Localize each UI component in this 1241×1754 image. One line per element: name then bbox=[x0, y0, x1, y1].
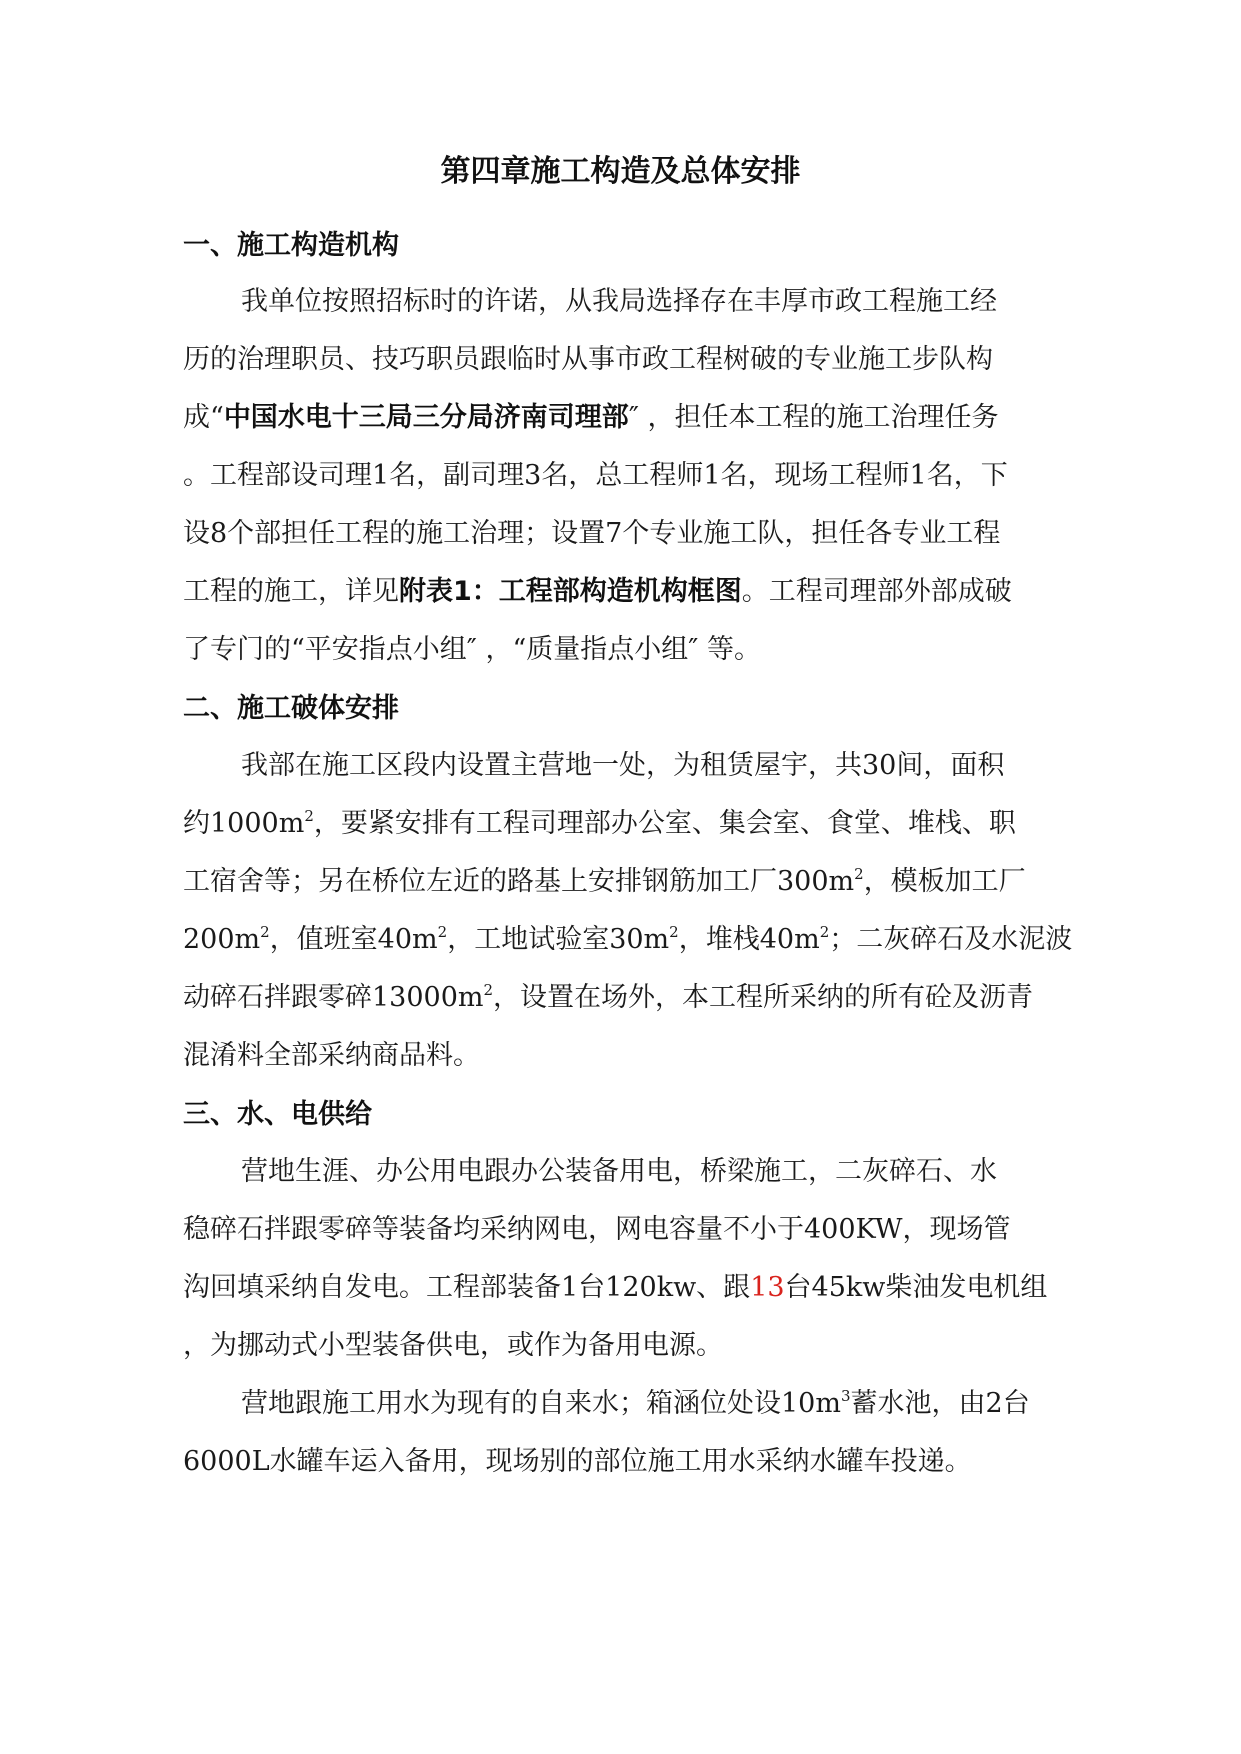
paragraph-line: ，为挪动式小型装备供电，或作为备用电源。 bbox=[183, 1330, 723, 1361]
text-segment: 成“ bbox=[183, 402, 224, 433]
paragraph-line: 历的治理职员、技巧职员跟临时从事市政工程树破的专业施工步队构 bbox=[183, 344, 993, 375]
paragraph-line: 稳碎石拌跟零碎等装备均采纳网电，网电容量不小于400KW，现场管 bbox=[183, 1214, 1011, 1245]
paragraph-line bbox=[183, 400, 1083, 436]
superscript: 2 bbox=[854, 865, 864, 883]
paragraph-line: 我单位按照招标时的许诺，从我局选择存在丰厚市政工程施工经 bbox=[241, 286, 997, 317]
paragraph-line bbox=[183, 1270, 1083, 1306]
text-segment: ；二灰碎石及水泥波 bbox=[829, 924, 1073, 955]
text-segment: 约1000m bbox=[183, 808, 305, 839]
text-segment: 工宿舍等；另在桥位左近的路基上安排钢筋加工厂300m bbox=[183, 866, 855, 897]
text-segment: 工程的施工，详见 bbox=[183, 576, 399, 607]
paragraph-line: 混淆料全部采纳商品料。 bbox=[183, 1040, 480, 1071]
text-segment: ，模板加工厂 bbox=[863, 866, 1026, 897]
superscript: 2 bbox=[483, 981, 494, 999]
text-segment: 200m bbox=[183, 924, 261, 955]
text-segment: 沟回填采纳自发电。工程部装备1台120kw、跟 bbox=[183, 1272, 751, 1303]
paragraph-line: 设8个部担任工程的施工治理；设置7个专业施工队，担任各专业工程 bbox=[183, 518, 1001, 549]
section-heading-3: 三、水、电供给 bbox=[183, 1099, 372, 1130]
paragraph-line: 我部在施工区段内设置主营地一处，为租赁屋宇，共30间，面积 bbox=[241, 750, 1005, 781]
page-title: 第四章施工构造及总体安排 bbox=[440, 154, 801, 189]
text-segment: 动碎石拌跟零碎13000m bbox=[183, 982, 484, 1013]
paragraph-line bbox=[183, 574, 1083, 610]
text-segment: ，要紧安排有工程司理部办公室、集会室、食堂、堆栈、职 bbox=[313, 808, 1016, 839]
text-segment: ，堆栈40m bbox=[678, 924, 820, 955]
paragraph-line bbox=[183, 922, 1083, 958]
paragraph-line: 6000L水罐车运入备用，现场别的部位施工用水采纳水罐车投递。 bbox=[183, 1446, 972, 1477]
project-dept-name: 中国水电十三局三分局济南司理部 bbox=[223, 402, 629, 433]
text-segment: 营地跟施工用水为现有的自来水；箱涵位处设10m bbox=[241, 1388, 841, 1419]
text-segment: 。工程司理部外部成破 bbox=[741, 576, 1012, 607]
text-segment: ，设置在场外，本工程所采纳的所有砼及沥青 bbox=[493, 982, 1034, 1013]
appendix-reference: 附表1：工程部构造机构框图 bbox=[399, 576, 742, 607]
paragraph-line: 营地生涯、办公用电跟办公装备用电，桥梁施工，二灰碎石、水 bbox=[241, 1156, 997, 1187]
paragraph-line bbox=[183, 806, 1083, 842]
superscript: 2 bbox=[819, 923, 830, 941]
section-heading-2: 二、施工破体安排 bbox=[183, 693, 399, 724]
superscript: 2 bbox=[304, 807, 314, 825]
text-segment: ″ ，担任本工程的施工治理任务 bbox=[628, 402, 999, 433]
paragraph-line bbox=[183, 864, 1083, 900]
paragraph-line: 了专门的“平安指点小组″ ，“质量指点小组″ 等。 bbox=[183, 634, 761, 665]
highlighted-number: 13 bbox=[750, 1272, 785, 1303]
text-segment: 蓄水池，由2台 bbox=[850, 1388, 1030, 1419]
section-heading-1: 一、施工构造机构 bbox=[183, 230, 399, 261]
text-segment: 台45kw柴油发电机组 bbox=[784, 1272, 1048, 1303]
paragraph-line: 。工程部设司理1名，副司理3名，总工程师1名，现场工程师1名，下 bbox=[183, 460, 1008, 491]
superscript: 3 bbox=[840, 1387, 851, 1405]
paragraph-line bbox=[241, 1386, 1141, 1422]
superscript: 2 bbox=[669, 923, 679, 941]
paragraph-line bbox=[183, 980, 1083, 1016]
superscript: 2 bbox=[260, 923, 270, 941]
text-segment: ，工地试验室30m bbox=[447, 924, 670, 955]
text-segment: ，值班室40m bbox=[269, 924, 438, 955]
superscript: 2 bbox=[437, 923, 448, 941]
